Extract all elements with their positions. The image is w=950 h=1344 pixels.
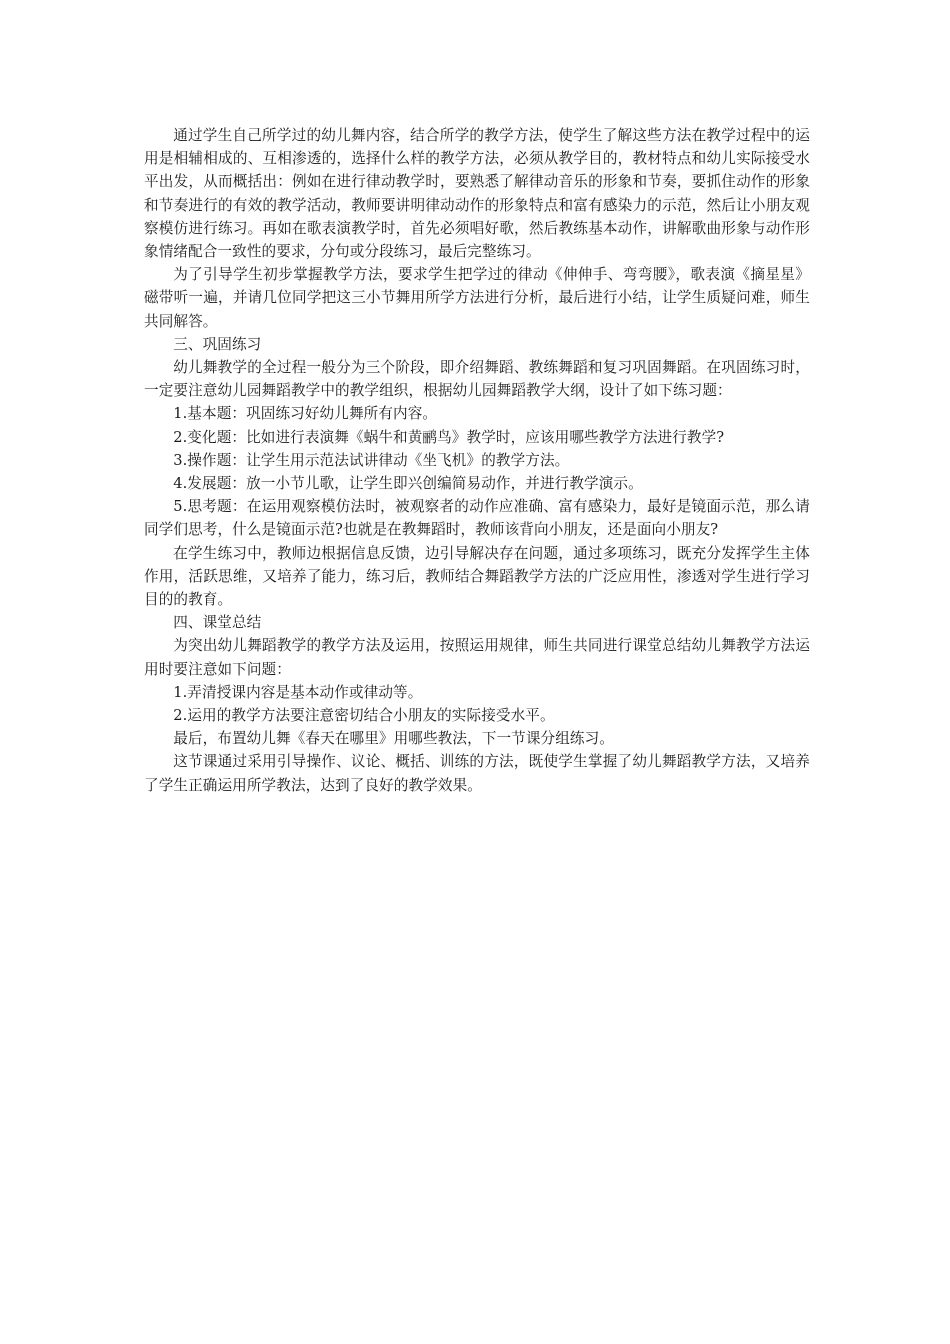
exercise-item-variation: 2.变化题：比如进行表演舞《蜗牛和黄鹂鸟》教学时，应该用哪些教学方法进行教学?	[173, 428, 725, 446]
exercise-item-development: 4.发展题：放一小节儿歌，让学生即兴创编简易动作，并进行教学演示。	[173, 475, 643, 493]
paragraph-feedback: 在学生练习中，教师边根据信息反馈，边引导解决存在问题，通过多项练习，既充分发挥学生主体作用，活跃思维，又培养了能力，练习后，教师结合舞蹈教学方法的广泛应用性，渗透对学生进行学习目的的教育。	[144, 544, 810, 609]
summary-item-2: 2.运用的教学方法要注意密切结合小朋友的实际接受水平。	[173, 707, 555, 725]
exercise-item-basic: 1.基本题：巩固练习好幼儿舞所有内容。	[173, 405, 438, 423]
exercise-item-operation: 3.操作题：让学生用示范法试讲律动《坐飞机》的教学方法。	[173, 451, 570, 469]
paragraph-summary-intro: 为突出幼儿舞蹈教学的教学方法及运用，按照运用规律，师生共同进行课堂总结幼儿舞教学方法运用时要注意如下问题：	[144, 637, 810, 678]
paragraph-homework: 最后，布置幼儿舞《春天在哪里》用哪些教法，下一节课分组练习。	[173, 730, 615, 748]
section-heading-class-summary: 四、课堂总结	[173, 614, 262, 632]
exercise-item-thinking: 5.思考题：在运用观察模仿法时，被观察者的动作应准确、富有感染力，最好是镜面示范，那么请同学们思考，什么是镜面示范?也就是在教舞蹈时，教师该背向小朋友，还是面向小朋友?	[144, 498, 810, 539]
paragraph-conclusion: 这节课通过采用引导操作、议论、概括、训练的方法，既使学生掌握了幼儿舞蹈教学方法，又培养了学生正确运用所学教法，达到了良好的教学效果。	[144, 753, 810, 794]
summary-item-1: 1.弄清授课内容是基本动作或律动等。	[173, 683, 423, 701]
document-body	[144, 124, 810, 797]
paragraph-teaching-methods-intro: 通过学生自己所学过的幼儿舞内容，结合所学的教学方法，使学生了解这些方法在教学过程中的运用是相辅相成的、互相渗透的，选择什么样的教学方法，必须从教学目的，教材特点和幼儿实际接受水平出发，从而概括出：例如在进行律动教学时，要熟悉了解律动音乐的形象和节奏，要抓住动作的形象和节奏进行的有效的教学活动，教师要讲明律动动作的形象特点和富有感染力的示范，然后让小朋友观察模仿进行练习。再如在歌表演教学时，首先必须唱好歌，然后教练基本动作，讲解歌曲形象与动作形象情绪配合一致性的要求，分句或分段练习，最后完整练习。	[144, 127, 810, 261]
section-heading-consolidation-practice: 三、巩固练习	[173, 335, 262, 353]
paragraph-guide-students: 为了引导学生初步掌握教学方法，要求学生把学过的律动《伸伸手、弯弯腰》，歌表演《摘星星》磁带听一遍，并请几位同学把这三小节舞用所学方法进行分析，最后进行小结，让学生质疑问难，师生共同解答。	[144, 266, 810, 330]
paragraph-three-stages: 幼儿舞教学的全过程一般分为三个阶段，即介绍舞蹈、教练舞蹈和复习巩固舞蹈。在巩固练习时，一定要注意幼儿园舞蹈教学中的教学组织，根据幼儿园舞蹈教学大纲，设计了如下练习题：	[144, 359, 810, 400]
